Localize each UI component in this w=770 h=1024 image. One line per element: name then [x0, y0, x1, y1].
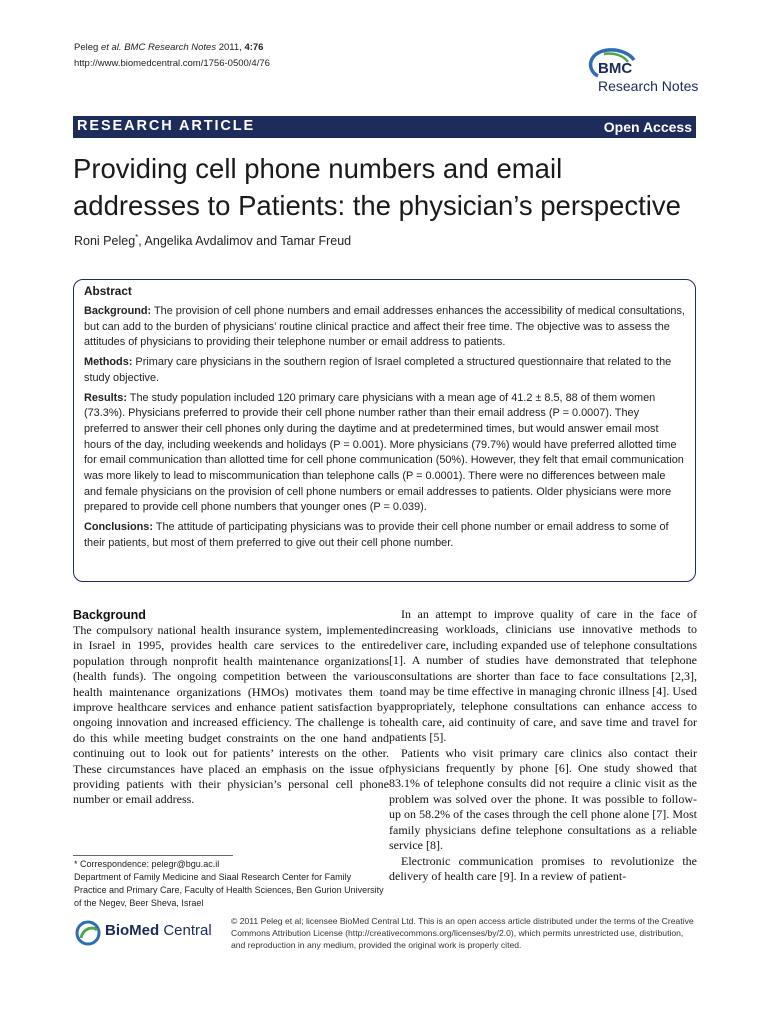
abstract-results: [84, 391, 685, 517]
citation-block: [74, 40, 270, 72]
citation-authors: Peleg: [74, 42, 99, 53]
body-paragraph: Electronic communication promises to revolutionize the delivery of health care [9]. In a review of patient-: [389, 853, 697, 883]
citation-line: [74, 40, 270, 56]
body-paragraph: Patients who visit primary care clinics also contact their physicians frequently by phone [6]. One study showed that 83.1% of telephone consults did not require a clinic visit as the problem was solved over the phone. It was possible to follow-up on 58.2% of the cases through the cell phone alone [7]. Most family physicians define telephone consultations as a reliable service [8].: [389, 745, 697, 853]
abstract-conclusions-text: The attitude of participating physicians was to provide their cell phone number or email address to some of their patients, but most of them preferred to give out their cell phone number.: [84, 521, 669, 549]
affiliation-line: Department of Family Medicine and Siaal Research Center for Family: [74, 872, 352, 882]
author-list: [74, 233, 351, 248]
citation-url[interactable]: http://www.biomedcentral.com/1756-0500/4/76: [74, 58, 270, 69]
article-type-banner: [73, 116, 696, 138]
body-paragraph: In an attempt to improve quality of care in the face of increasing workloads, clinicians use innovative methods to deliver care, including expanded use of telephone consultations [1]. A number of studies have demonstrated that telephone consultations are shorter than face to face consultations [2,3], and may be time effective in managing chronic illness [4]. Used appropriately, telephone consultations can enhance access to health care, aid continuity of care, and save time and travel for patients [5].: [389, 607, 697, 745]
footnote-block: [74, 858, 394, 910]
author-first: Roni Peleg: [74, 234, 136, 249]
affiliation-line: Practice and Primary Care, Faculty of Health Sciences, Ben Gurion University: [74, 885, 384, 895]
wordmark-bold: BioMed: [105, 922, 160, 939]
citation-year: 2011,: [218, 42, 242, 53]
authors-rest: , Angelika Avdalimov and Tamar Freud: [138, 234, 352, 249]
abstract-results-text: The study population included 120 primary care physicians with a mean age of 41.2 ± 8.5, 88 of them women (73.3%). Physicians preferred to provide their cell phone number rather than their email address (P = 0.0007). They preferred to answer their cell phones only during the daytime and at predetermined times, but would answer email most hours of the day, including weekends and holidays (P = 0.001). More physicians (79.7%) would have preferred allotted time for email communication than allotted time for cell phone communication (50%). However, they felt that email communication was more likely to lead to miscommunication than telephone calls (P = 0.0001). There were no differences between male and female physicians on the provision of cell phone numbers or email addresses to patients. Older physicians were more prepared to provide cell phone numbers that younger ones (P = 0.039).: [84, 391, 684, 514]
wordmark-light: Central: [159, 922, 212, 939]
correspondence-email[interactable]: * Correspondence: pelegr@bgu.ac.il: [74, 859, 220, 869]
corresponding-mark: *: [135, 233, 139, 242]
abstract-box: [73, 279, 696, 582]
bmc-research-notes-logo: [568, 46, 708, 102]
abstract-methods-text: Primary care physicians in the southern region of Israel completed a structured questionnaire that related to the study objective.: [84, 356, 672, 384]
title-line-1: Providing cell phone numbers and email: [73, 153, 563, 184]
body-column-right: [389, 607, 697, 884]
abstract-conclusions: [84, 520, 685, 551]
abstract-results-label: Results:: [84, 391, 127, 404]
abstract-background-label: Background:: [84, 305, 152, 317]
biomed-swirl-icon: [73, 918, 103, 948]
abstract-background-text: The provision of cell phone numbers and email addresses enhances the accessibility of medical consultations, but can add to the burden of physicians’ routine clinical practice and affect their free time. The objective was to assess the attitudes of physicians to providing their telephone number or email address to patients.: [84, 305, 685, 349]
footnote-divider: [73, 855, 233, 856]
abstract-conclusions-label: Conclusions:: [84, 521, 153, 534]
citation-journal: BMC Research Notes: [124, 42, 217, 53]
abstract-methods: [84, 355, 685, 386]
article-type-label: RESEARCH ARTICLE: [77, 118, 256, 134]
license-statement: © 2011 Peleg et al; licensee BioMed Central Ltd. This is an open access article distributed under the terms of the Creative Commons Attribution License (http://creativecommons.org/licenses/by/2.0), which permits unrestricted use, distribution, and reproduction in any medium, provided the original work is properly cited.: [231, 916, 694, 951]
affiliation-line: of the Negev, Beer Sheva, Israel: [74, 898, 204, 908]
abstract-background: [84, 304, 685, 351]
abstract-methods-label: Methods:: [84, 356, 133, 369]
logo-bmc-text: BMC: [598, 60, 633, 77]
citation-issue: 4:76: [244, 42, 264, 53]
article-title: [73, 150, 713, 224]
body-column-left: [73, 607, 389, 808]
open-access-label: Open Access: [603, 119, 692, 135]
title-line-2: addresses to Patients: the physician’s perspective: [73, 190, 681, 221]
body-paragraph: The compulsory national health insurance system, implemented in Israel in 1995, provides health care services to the entire population through nonprofit health maintenance organizations (health funds). The ongoing competition between the various health maintenance organizations (HMOs) motivates them to improve healthcare services and enhance patient satisfaction by ongoing innovation and increased efficiency. The challenge is to do this while meeting budget constraints on the one hand and continuing out to look out for patients’ interests on the other. These circumstances have placed an emphasis on the issue of providing patients with their physician’s personal cell phone number or email address.: [73, 623, 389, 807]
logo-journal-text: Research Notes: [598, 78, 699, 94]
citation-etal: et al.: [100, 42, 122, 53]
biomed-central-wordmark: [105, 922, 212, 939]
section-heading-background: Background: [73, 608, 146, 622]
biomed-central-logo: [73, 914, 223, 950]
abstract-heading: Abstract: [84, 284, 132, 298]
